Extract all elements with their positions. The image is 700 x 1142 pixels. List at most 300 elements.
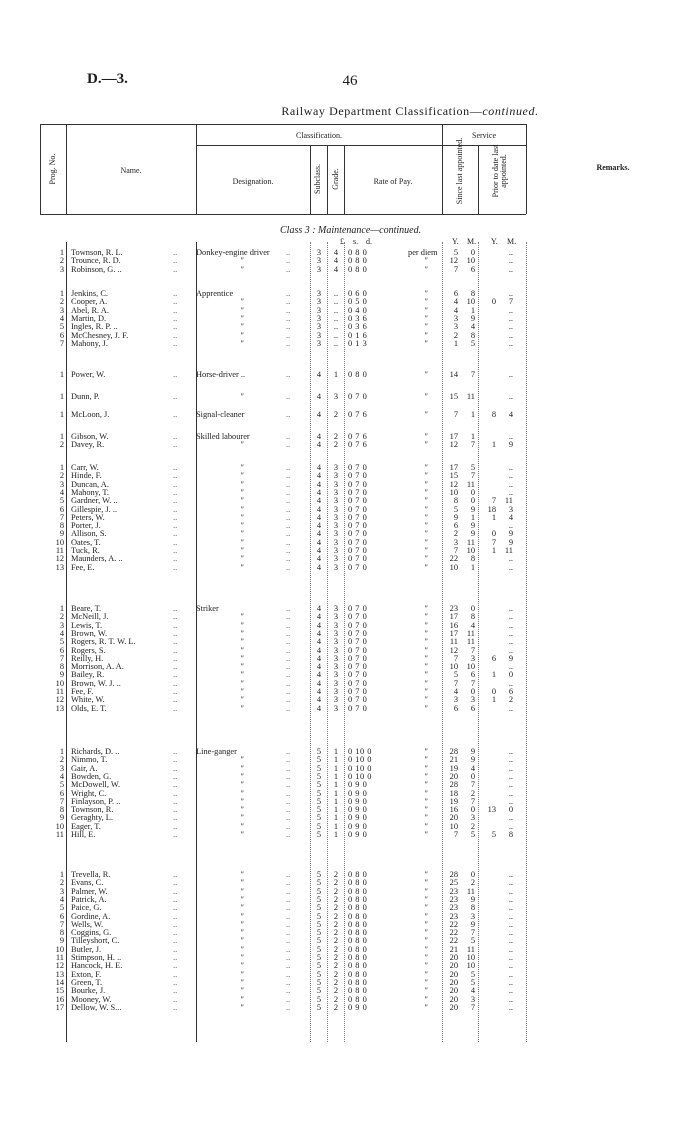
- staff-name: Geraghty, L.: [71, 813, 114, 823]
- rate-of-pay: 0 9 0: [348, 796, 368, 806]
- rate-qualifier: ": [424, 487, 428, 497]
- prior-months: ..: [508, 747, 513, 756]
- rate-of-pay: 0 7 6: [348, 440, 368, 450]
- unit-pounds: £: [340, 237, 344, 246]
- rate-qualifier: ": [424, 562, 428, 572]
- since-years: 11: [449, 637, 458, 647]
- rate-of-pay: 0 7 0: [348, 620, 368, 630]
- subclass: 4: [316, 512, 322, 522]
- since-months: 5: [470, 969, 475, 979]
- rate-qualifier: ": [424, 521, 428, 531]
- leader-dots: ..: [286, 961, 291, 971]
- rate-qualifier: ": [424, 612, 428, 622]
- grade: 4: [333, 264, 339, 274]
- prog-number: 14: [55, 977, 64, 987]
- grade: 3: [333, 662, 339, 672]
- staff-name: Coggins, G.: [71, 928, 112, 938]
- rate-of-pay: 0 8 0: [348, 953, 368, 962]
- designation: ": [240, 994, 244, 1004]
- prior-years: 5: [491, 830, 496, 839]
- grade: ..: [333, 313, 339, 323]
- prog-number: 2: [59, 471, 64, 481]
- leader-dots: ..: [173, 330, 178, 340]
- leader-dots: ..: [173, 780, 178, 790]
- rate-qualifier: ": [424, 703, 428, 713]
- subclass: 5: [316, 796, 322, 806]
- prog-number: 3: [59, 264, 64, 274]
- prior-months: ..: [508, 662, 513, 672]
- since-years: 7: [453, 653, 458, 663]
- leader-dots: ..: [173, 919, 178, 929]
- staff-name: Townson, R.: [71, 805, 114, 815]
- since-months: 2: [470, 788, 475, 798]
- staff-name: Bowden, G.: [71, 771, 112, 781]
- since-years: 23: [449, 604, 458, 613]
- leader-dots: ..: [286, 338, 291, 348]
- prior-years: 0: [491, 529, 496, 539]
- since-months: 8: [470, 612, 475, 622]
- prog-number: 2: [59, 612, 64, 622]
- grade: 2: [333, 894, 339, 904]
- since-months: 0: [470, 487, 475, 497]
- subclass: 5: [316, 747, 322, 756]
- prior-months: 9: [508, 653, 513, 663]
- grade: 2: [333, 1002, 339, 1012]
- subclass: 5: [316, 805, 322, 815]
- table-row: [0, 370, 700, 379]
- since-last-header: Since last appointed.: [455, 137, 464, 205]
- since-years: 20: [449, 986, 458, 996]
- grade: 3: [333, 554, 339, 564]
- subclass: 4: [316, 487, 322, 497]
- prior-months: ..: [508, 953, 513, 962]
- leader-dots: ..: [173, 928, 178, 938]
- subclass: 5: [316, 977, 322, 987]
- subclass: 5: [316, 969, 322, 979]
- since-years: 20: [449, 1002, 458, 1012]
- rate-qualifier: ": [424, 687, 428, 696]
- subclass: 4: [316, 562, 322, 572]
- prog-number: 6: [59, 330, 64, 340]
- since-years: 3: [453, 322, 458, 332]
- rate-of-pay: 0 3 6: [348, 322, 368, 332]
- subclass: 4: [316, 529, 322, 539]
- staff-name: Trounce, R. D.: [71, 256, 121, 266]
- since-months: 7: [470, 1002, 475, 1012]
- rate-qualifier: ": [424, 763, 428, 773]
- designation: ": [240, 944, 244, 954]
- since-months: 8: [470, 289, 475, 298]
- designation: ": [240, 440, 244, 450]
- leader-dots: ..: [286, 612, 291, 622]
- staff-name: Jenkins, C.: [71, 289, 108, 298]
- staff-name: Beare, T.: [71, 604, 102, 613]
- subclass: 4: [316, 687, 322, 696]
- leader-dots: ..: [286, 313, 291, 323]
- rate-qualifier: ": [424, 554, 428, 564]
- leader-dots: ..: [286, 805, 291, 815]
- subclass: 4: [316, 620, 322, 630]
- staff-name: Rogers, R. T. W. L.: [71, 637, 136, 647]
- leader-dots: ..: [286, 977, 291, 987]
- subclass: 5: [316, 894, 322, 904]
- prog-number: 2: [59, 440, 64, 450]
- subclass: 4: [316, 521, 322, 531]
- rate-of-pay: 0 7 0: [348, 546, 368, 555]
- staff-name: Carr, W.: [71, 463, 99, 472]
- prior-years: 18: [487, 504, 496, 514]
- rate-of-pay: 0 8 0: [348, 936, 368, 946]
- rate-of-pay: 0 7 0: [348, 662, 368, 672]
- grade: 3: [333, 392, 339, 401]
- leader-dots: ..: [286, 894, 291, 904]
- subclass: 3: [316, 338, 322, 348]
- prior-months: ..: [508, 322, 513, 332]
- designation: ": [240, 796, 244, 806]
- rate-of-pay: 0 7 0: [348, 637, 368, 647]
- prog-number: 9: [59, 813, 64, 823]
- designation: ": [240, 496, 244, 506]
- leader-dots: ..: [173, 936, 178, 946]
- prior-months: ..: [508, 870, 513, 879]
- leader-dots: ..: [173, 537, 178, 547]
- staff-name: Fee, F.: [71, 687, 94, 696]
- prior-months: ..: [508, 919, 513, 929]
- rate-of-pay: 0 8 0: [348, 986, 368, 996]
- leader-dots: ..: [173, 554, 178, 564]
- staff-name: Mahony, T.: [71, 487, 109, 497]
- staff-name: Green, T.: [71, 977, 103, 987]
- prior-months: ..: [508, 894, 513, 904]
- leader-dots: ..: [173, 687, 178, 696]
- leader-dots: ..: [286, 771, 291, 781]
- grade: 3: [333, 537, 339, 547]
- leader-dots: ..: [173, 894, 178, 904]
- rate-qualifier: ": [424, 322, 428, 332]
- leader-dots: ..: [173, 903, 178, 913]
- staff-name: Trevella, R.: [71, 870, 111, 879]
- leader-dots: ..: [286, 687, 291, 696]
- since-years: 20: [449, 977, 458, 987]
- rate-qualifier: ": [424, 297, 428, 307]
- since-years: 23: [449, 911, 458, 921]
- designation: ": [240, 703, 244, 713]
- since-months: 5: [470, 463, 475, 472]
- grade: 2: [333, 919, 339, 929]
- rate-of-pay: 0 8 0: [348, 944, 368, 954]
- leader-dots: ..: [173, 886, 178, 896]
- staff-name: Brown, W.: [71, 628, 108, 638]
- subclass: 4: [316, 653, 322, 663]
- subclass: 5: [316, 936, 322, 946]
- prior-months: ..: [508, 330, 513, 340]
- rate-of-pay: 0 7 0: [348, 529, 368, 539]
- rate-qualifier: ": [424, 695, 428, 705]
- rate-of-pay: 0 8 0: [348, 894, 368, 904]
- designation: ": [240, 537, 244, 547]
- subclass: 4: [316, 604, 322, 613]
- rate-qualifier: ": [424, 936, 428, 946]
- leader-dots: ..: [173, 620, 178, 630]
- prog-number: 15: [55, 986, 64, 996]
- leader-dots: ..: [286, 370, 291, 379]
- leader-dots: ..: [286, 928, 291, 938]
- since-years: 12: [449, 256, 458, 266]
- leader-dots: ..: [173, 747, 178, 756]
- leader-dots: ..: [173, 463, 178, 472]
- subclass: 4: [316, 554, 322, 564]
- rate-of-pay: 0 7 0: [348, 487, 368, 497]
- grade: ..: [333, 338, 339, 348]
- subclass: 4: [316, 410, 322, 419]
- prog-number: 5: [59, 903, 64, 913]
- designation: ": [240, 392, 244, 401]
- designation: ": [240, 830, 244, 839]
- rate-qualifier: ": [424, 662, 428, 672]
- unit-shillings: s.: [353, 237, 359, 246]
- rate-of-pay: 0 7 0: [348, 537, 368, 547]
- since-years: 7: [453, 546, 458, 555]
- rate-qualifier: ": [424, 256, 428, 266]
- since-years: 6: [453, 289, 458, 298]
- rate-of-pay: 0 7 0: [348, 645, 368, 655]
- staff-name: Evans, C.: [71, 878, 104, 888]
- leader-dots: ..: [286, 944, 291, 954]
- prog-number: 7: [59, 653, 64, 663]
- prior-months: 6: [508, 687, 513, 696]
- leader-dots: ..: [173, 994, 178, 1004]
- leader-dots: ..: [286, 911, 291, 921]
- since-months: 5: [470, 977, 475, 987]
- prog-number: 1: [59, 432, 64, 441]
- rate-qualifier: ": [424, 928, 428, 938]
- leader-dots: ..: [286, 637, 291, 647]
- designation: ": [240, 763, 244, 773]
- since-months: 7: [470, 645, 475, 655]
- since-years: 19: [449, 796, 458, 806]
- rate-qualifier: ": [424, 919, 428, 929]
- prior-months: 0: [508, 805, 513, 815]
- since-months: 11: [466, 637, 475, 647]
- leader-dots: ..: [286, 297, 291, 307]
- grade: ..: [333, 297, 339, 307]
- rate-of-pay: 0 7 0: [348, 512, 368, 522]
- rate-qualifier: ": [424, 670, 428, 680]
- leader-dots: ..: [173, 338, 178, 348]
- since-years: 1: [453, 338, 458, 348]
- prog-number: 7: [59, 512, 64, 522]
- rate-of-pay: 0 7 0: [348, 521, 368, 531]
- leader-dots: ..: [173, 440, 178, 450]
- prog-number: 8: [59, 805, 64, 815]
- designation: ": [240, 628, 244, 638]
- leader-dots: ..: [286, 529, 291, 539]
- table-row: [0, 704, 700, 713]
- subclass: 5: [316, 771, 322, 781]
- designation: ": [240, 919, 244, 929]
- prog-number: 13: [55, 562, 64, 572]
- rate-of-pay: 0 7 0: [348, 678, 368, 688]
- table-row: [0, 563, 700, 572]
- rate-qualifier: ": [424, 969, 428, 979]
- subclass: 3: [316, 313, 322, 323]
- rate-of-pay: 0 7 0: [348, 471, 368, 481]
- rate-of-pay: 0 10 0: [348, 763, 372, 773]
- leader-dots: ..: [286, 410, 291, 419]
- since-months: 10: [466, 662, 475, 672]
- rate-of-pay: 0 7 0: [348, 612, 368, 622]
- grade: 3: [333, 637, 339, 647]
- grade: 1: [333, 755, 339, 765]
- rate-qualifier: ": [424, 432, 428, 441]
- grade: 3: [333, 670, 339, 680]
- designation: ": [240, 305, 244, 315]
- unit-pence: d.: [366, 237, 372, 246]
- subclass: 4: [316, 537, 322, 547]
- staff-name: Cooper, A.: [71, 297, 108, 307]
- leader-dots: ..: [173, 305, 178, 315]
- prior-months: ..: [508, 977, 513, 987]
- rate-qualifier: ": [424, 496, 428, 506]
- prior-months: ..: [508, 755, 513, 765]
- leader-dots: ..: [286, 537, 291, 547]
- prog-number: 12: [55, 554, 64, 564]
- subclass: 4: [316, 612, 322, 622]
- staff-name: Dellow, W. S...: [71, 1002, 122, 1012]
- leader-dots: ..: [173, 653, 178, 663]
- rate-qualifier: ": [424, 546, 428, 555]
- leader-dots: ..: [286, 986, 291, 996]
- leader-dots: ..: [173, 678, 178, 688]
- designation: ": [240, 338, 244, 348]
- designation: Skilled labourer: [196, 432, 250, 441]
- prior-months: ..: [508, 645, 513, 655]
- rate-qualifier: ": [424, 821, 428, 831]
- leader-dots: ..: [286, 870, 291, 879]
- prog-number: 1: [59, 604, 64, 613]
- leader-dots: ..: [173, 1002, 178, 1012]
- grade: 2: [333, 886, 339, 896]
- prior-months: ..: [508, 994, 513, 1004]
- since-years: 7: [453, 410, 458, 419]
- prior-years: 1: [491, 512, 496, 522]
- leader-dots: ..: [286, 512, 291, 522]
- since-years: 21: [449, 944, 458, 954]
- leader-dots: ..: [286, 936, 291, 946]
- grade: 2: [333, 977, 339, 987]
- designation: ": [240, 645, 244, 655]
- rate-of-pay: 0 7 0: [348, 687, 368, 696]
- subclass: 4: [316, 479, 322, 489]
- leader-dots: ..: [173, 953, 178, 962]
- leader-dots: ..: [173, 546, 178, 555]
- rate-of-pay: 0 8 0: [348, 870, 368, 879]
- rate-of-pay: 0 1 3: [348, 338, 368, 348]
- classification-header: Classification.: [296, 131, 342, 140]
- prior-months: 8: [508, 830, 513, 839]
- grade: 1: [333, 796, 339, 806]
- leader-dots: ..: [286, 264, 291, 274]
- prog-number: 13: [55, 969, 64, 979]
- prior-months: ..: [508, 370, 513, 379]
- designation: ": [240, 529, 244, 539]
- since-months: 6: [470, 670, 475, 680]
- since-months: 6: [470, 703, 475, 713]
- rate-qualifier: ": [424, 771, 428, 781]
- designation: ": [240, 805, 244, 815]
- staff-name: Reilly, H.: [71, 653, 104, 663]
- grade: 3: [333, 645, 339, 655]
- grade: 2: [333, 986, 339, 996]
- staff-name: Tilleyshort, C.: [71, 936, 120, 946]
- prog-number: 2: [59, 755, 64, 765]
- subclass: 4: [316, 463, 322, 472]
- grade: 4: [333, 248, 339, 257]
- leader-dots: ..: [173, 521, 178, 531]
- since-months: 2: [470, 878, 475, 888]
- prior-months: 0: [508, 670, 513, 680]
- prior-months: 2: [508, 695, 513, 705]
- rate-of-pay: 0 10 0: [348, 747, 372, 756]
- since-years: 23: [449, 894, 458, 904]
- prior-years: 7: [491, 496, 496, 506]
- rate-qualifier: ": [424, 780, 428, 790]
- since-months: 8: [470, 554, 475, 564]
- leader-dots: ..: [286, 780, 291, 790]
- grade: 2: [333, 961, 339, 971]
- designation: ": [240, 821, 244, 831]
- leader-dots: ..: [173, 496, 178, 506]
- grade: 3: [333, 479, 339, 489]
- since-years: 23: [449, 886, 458, 896]
- leader-dots: ..: [173, 297, 178, 307]
- rate-of-pay: 0 7 0: [348, 653, 368, 663]
- rate-of-pay: 0 8 0: [348, 886, 368, 896]
- prior-months: ..: [508, 256, 513, 266]
- since-months: 9: [470, 747, 475, 756]
- class-title: Class 3 : Maintenance—continued.: [280, 225, 422, 236]
- rate-qualifier: ": [424, 537, 428, 547]
- staff-name: McLoon, J.: [71, 410, 110, 419]
- rate-qualifier: ": [424, 628, 428, 638]
- prior-years: 1: [491, 695, 496, 705]
- since-years: 23: [449, 903, 458, 913]
- rate-qualifier: ": [424, 911, 428, 921]
- since-years: 7: [453, 678, 458, 688]
- since-months: 0: [470, 870, 475, 879]
- rate-qualifier: ": [424, 986, 428, 996]
- since-years: 21: [449, 755, 458, 765]
- since-years: 15: [449, 471, 458, 481]
- subclass: 4: [316, 392, 322, 401]
- leader-dots: ..: [286, 392, 291, 401]
- since-months: 0: [470, 687, 475, 696]
- prior-months: ..: [508, 1002, 513, 1012]
- rate-qualifier: ": [424, 471, 428, 481]
- leader-dots: ..: [286, 330, 291, 340]
- designation: ": [240, 894, 244, 904]
- subclass: 3: [316, 289, 322, 298]
- prog-number: 3: [59, 763, 64, 773]
- staff-name: Rogers, S.: [71, 645, 106, 655]
- designation: ": [240, 886, 244, 896]
- leader-dots: ..: [173, 370, 178, 379]
- rate-qualifier: ": [424, 370, 428, 379]
- leader-dots: ..: [286, 562, 291, 572]
- prior-months: 4: [508, 410, 513, 419]
- prog-number: 6: [59, 645, 64, 655]
- grade: 2: [333, 969, 339, 979]
